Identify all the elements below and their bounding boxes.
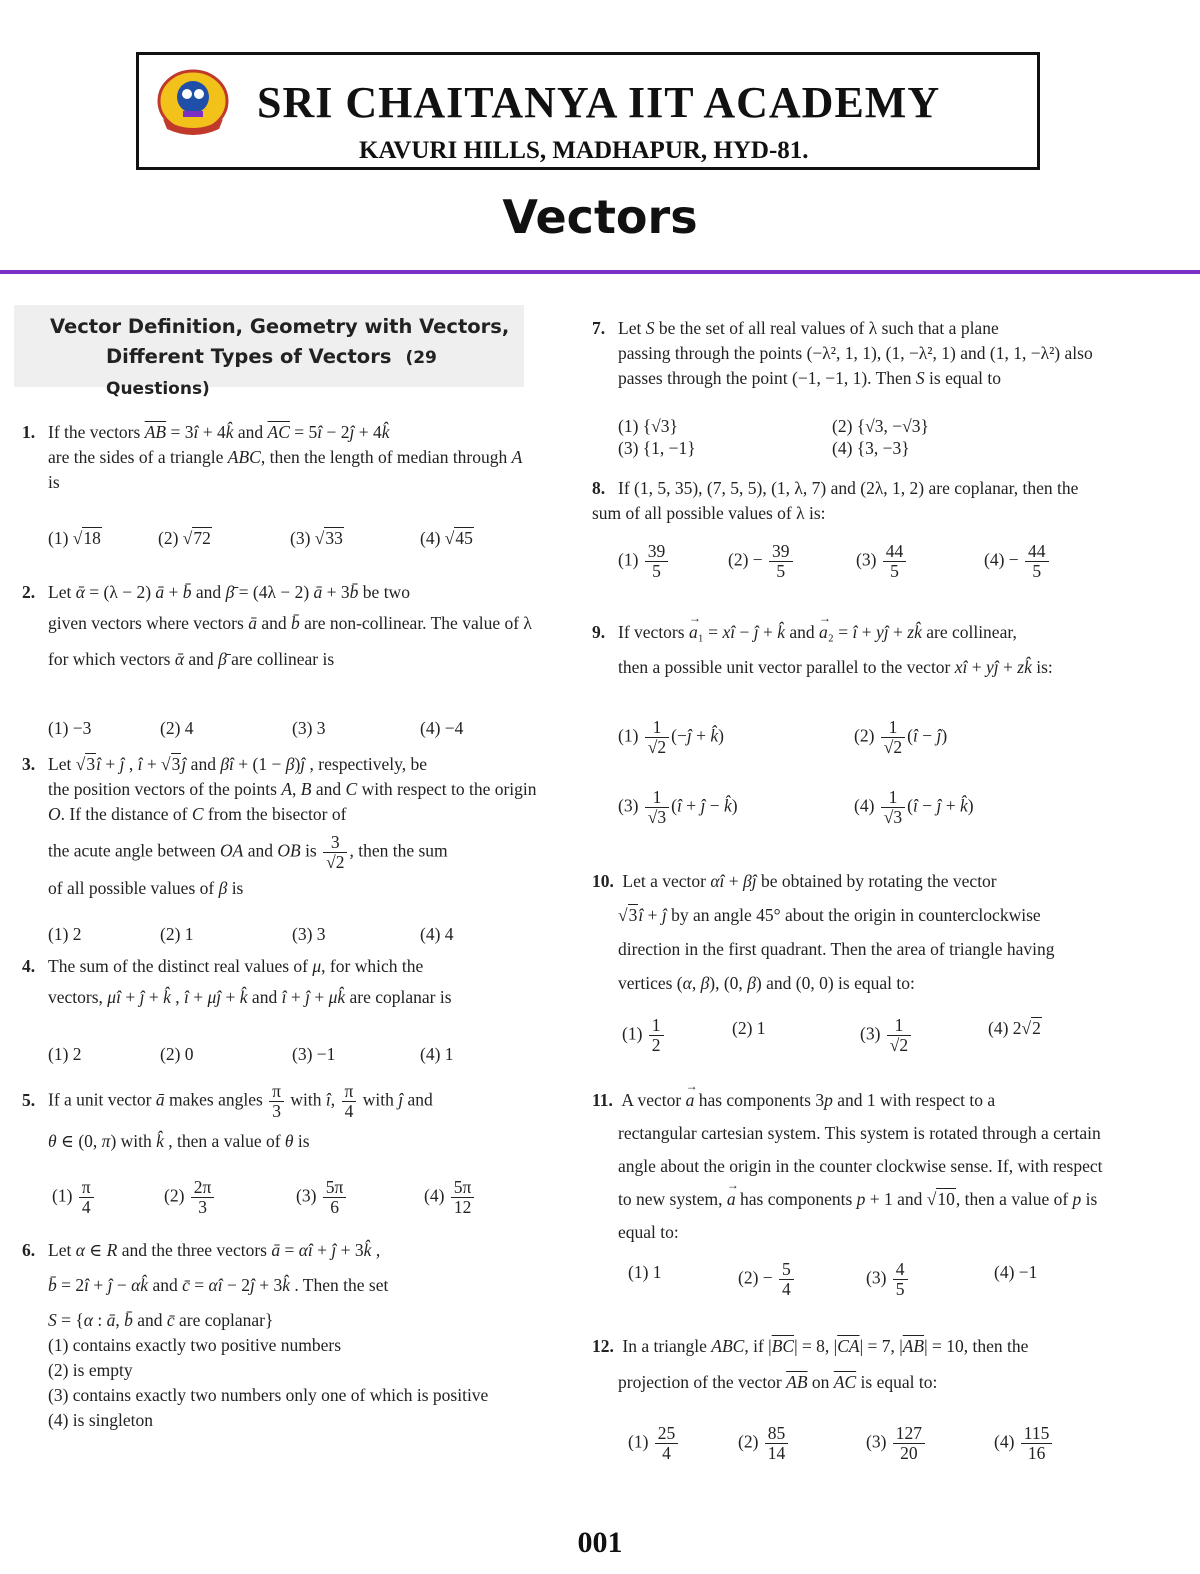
header-box: [136, 52, 1040, 170]
option[interactable]: (1) −3: [48, 718, 92, 738]
option[interactable]: (4) $\frac{5\pi}{12}$: [424, 1178, 476, 1217]
page-number: 001: [577, 1526, 623, 1559]
question-number: 1.: [22, 422, 36, 442]
question-11: 11. A vector → a has components 3p and 1 with respect to a rectangular cartesian system. This system is rotated through a certain angle about the origin in the counter clockwise sense. If, with respect to new system, → a has components p + 1 and √10, then a value of p is equal to:: [592, 1084, 1104, 1249]
academy-logo-icon: [153, 67, 233, 139]
option[interactable]: (2) 1: [160, 924, 194, 944]
option[interactable]: (2) is empty: [48, 1360, 133, 1380]
section-heading: [50, 312, 530, 404]
option[interactable]: (3) −1: [292, 1044, 336, 1064]
option[interactable]: (1) √18: [48, 528, 101, 548]
option[interactable]: (2) $\frac{2\pi}{3}$: [164, 1178, 216, 1217]
option[interactable]: (4) $\frac{115}{16}$: [994, 1424, 1054, 1463]
option[interactable]: (1) 2: [48, 924, 82, 944]
option[interactable]: (1) $\frac{39}{5}$: [618, 542, 670, 581]
question-number: 6.: [22, 1240, 36, 1260]
option[interactable]: (3) {1, −1}: [618, 438, 696, 458]
option[interactable]: (4) {3, −3}: [832, 438, 910, 458]
option[interactable]: (4) 2√2: [988, 1018, 1041, 1038]
question-9: 9. If vectors → a₁ = xî − ĵ + k̂ and → a₂ = î + yĵ + zk̂ are collinear, then a possible unit vector parallel to the vector xî + yĵ + zk̂ is:: [592, 620, 1097, 680]
option[interactable]: (2) {√3, −√3}: [832, 416, 929, 436]
academy-name: SRI CHAITANYA IIT ACADEMY: [257, 78, 941, 127]
question-1: 1. If the vectors $\overline{AB}$ = 3î + 4k̂ and $\overline{AC}$ = 5î − 2ĵ + 4k̂ are the sides of a triangle ABC, then the length of median through A is: [22, 422, 523, 492]
option[interactable]: (4) is singleton: [48, 1410, 153, 1430]
option[interactable]: (3) $\frac{4}{5}$: [866, 1260, 910, 1299]
question-number: 4.: [22, 956, 36, 976]
question-text: If (1, 5, 35), (7, 5, 5), (1, λ, 7) and (2λ, 1, 2) are coplanar, then the sum of all possible values of λ is:: [592, 478, 1079, 523]
option[interactable]: (3) $\frac{5\pi}{6}$: [296, 1178, 348, 1217]
option[interactable]: (1) 2: [48, 1044, 82, 1064]
option[interactable]: (1) 1: [628, 1262, 662, 1282]
option[interactable]: (2) 4: [160, 718, 194, 738]
option[interactable]: (2) $\frac{1}{√2}$ (î − ĵ): [854, 717, 948, 757]
option[interactable]: (4) −1: [994, 1262, 1038, 1282]
option[interactable]: (1) $\frac{\pi}{4}$: [52, 1178, 96, 1217]
question-number: 12.: [592, 1336, 614, 1356]
option[interactable]: (2) − $\frac{5}{4}$: [738, 1260, 796, 1299]
option[interactable]: (2) 0: [160, 1044, 194, 1064]
option[interactable]: (1) {√3}: [618, 416, 678, 436]
question-12: 12. In a triangle ABC, if $|\overline{BC}| = 8$, $|\overline{CA}| = 7$, $|\overline{AB}| = 10$, then the projection of the vector $\overline{AB}$ on $\overline{AC}$ is equal to:: [592, 1328, 1104, 1400]
option[interactable]: (4) −4: [420, 718, 464, 738]
option[interactable]: (2) − $\frac{39}{5}$: [728, 542, 795, 581]
option[interactable]: (1) $\frac{1}{√2}$ (−ĵ + k̂): [618, 717, 724, 757]
option[interactable]: (4) $\frac{1}{√3}$ (î − ĵ + k̂): [854, 787, 974, 827]
option[interactable]: (3) √33: [290, 528, 343, 548]
question-2: 2. Let ᾱ = (λ − 2) ā + b̄ and β̄ = (4λ − 2) ā + 3b̄ be two given vectors where vectors ā and b̄ are non-collinear. The value of λ for which vectors ᾱ and β̄ are collinear is: [22, 582, 532, 669]
question-count: (29 Questions): [106, 348, 437, 399]
section-heading-line2: Different Types of Vectors: [106, 345, 392, 368]
option[interactable]: (3) contains exactly two numbers only one of which is positive: [48, 1385, 489, 1405]
option[interactable]: (1) contains exactly two positive numbers: [48, 1335, 342, 1355]
option[interactable]: (3) $\frac{1}{√3}$ (î + ĵ − k̂): [618, 787, 738, 827]
option[interactable]: (2) $\frac{85}{14}$: [738, 1424, 790, 1463]
section-heading-line1: Vector Definition, Geometry with Vectors,: [50, 315, 510, 338]
question-8: [592, 476, 1097, 526]
academy-address: KAVURI HILLS, MADHAPUR, HYD-81.: [359, 137, 809, 164]
question-number: 11.: [592, 1090, 613, 1110]
option[interactable]: (1) $\frac{25}{4}$: [628, 1424, 680, 1463]
question-number: 3.: [22, 754, 36, 774]
option[interactable]: (2) √72: [158, 528, 211, 548]
option[interactable]: (4) √45: [420, 528, 473, 548]
question-6: 6. Let α ∈ R and the three vectors ā = αî + ĵ + 3k̂ , b̄ = 2î + ĵ − αk̂ and c̄ = αî − 2ĵ + 3k̂ . Then the set S = {α : ā, b̄ and c̄ are coplanar} (1) contains exactly two positive numbers (2) is empty (3) contains exactly two numbers only one of which is positive (4) is singleton: [22, 1238, 537, 1433]
question-number: 10.: [592, 871, 614, 891]
question-number: 7.: [592, 318, 606, 338]
option[interactable]: (3) $\frac{44}{5}$: [856, 542, 908, 581]
question-10: 10. Let a vector αî + βĵ be obtained by rotating the vector √3î + ĵ by an angle 45° about the origin in counterclockwise direction in the first quadrant. Then the area of triangle having vertices (α, β), (0, β) and (0, 0) is equal to:: [592, 864, 1102, 1000]
option[interactable]: (4) − $\frac{44}{5}$: [984, 542, 1051, 581]
option[interactable]: (3) 3: [292, 718, 326, 738]
option[interactable]: (3) $\frac{1}{√2}$: [860, 1016, 913, 1055]
option[interactable]: (1) $\frac{1}{2}$: [622, 1016, 666, 1055]
question-5: 5. If a unit vector ā makes angles $\frac{\pi}{3}$ with î, $\frac{\pi}{4}$ with ĵ and θ ∈ (0, π) with k̂ , then a value of θ is: [22, 1081, 433, 1151]
question-number: 5.: [22, 1089, 36, 1110]
option[interactable]: (4) 4: [420, 924, 454, 944]
question-4: 4. The sum of the distinct real values of μ, for which the vectors, μî + ĵ + k̂ , î + μĵ + k̂ and î + ĵ + μk̂ are coplanar is: [22, 956, 452, 1007]
option[interactable]: (3) $\frac{127}{20}$: [866, 1424, 927, 1463]
option[interactable]: (4) 1: [420, 1044, 454, 1064]
page-title: Vectors: [502, 190, 698, 244]
option[interactable]: (2) 1: [732, 1018, 766, 1038]
option[interactable]: (3) 3: [292, 924, 326, 944]
title-divider: [0, 270, 1200, 274]
question-3: 3. Let √3î + ĵ , î + √3ĵ and βî + (1 − β)ĵ , respectively, be the position vectors of the points A, B and C with respect to the origin O. If the distance of C from the bisector of the acute angle between OA and OB is $\frac{3}{√2}$ , then the sum of all possible values of β is: [22, 754, 537, 898]
question-7: 7. Let S be the set of all real values of λ such that a plane passing through the points (−λ², 1, 1), (1, −λ², 1) and (1, 1, −λ²) also passes through the point (−1, −1, 1). Then S is equal to: [592, 318, 1093, 388]
question-number: 9.: [592, 622, 606, 642]
question-number: 8.: [592, 478, 606, 498]
question-number: 2.: [22, 582, 36, 602]
